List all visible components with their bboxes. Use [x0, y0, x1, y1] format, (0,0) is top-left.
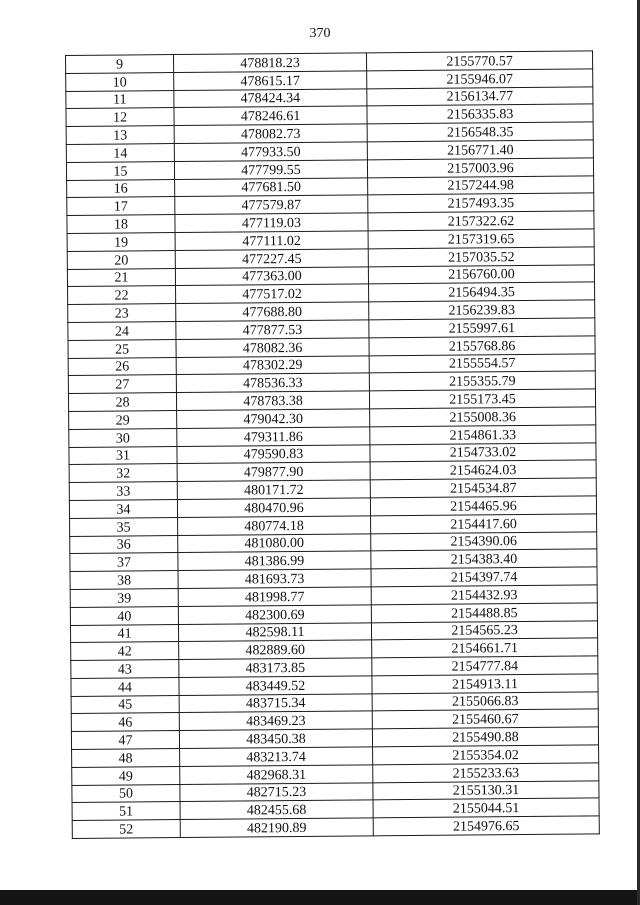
- y-coordinate-cell: 2154534.87: [370, 478, 596, 498]
- y-coordinate-cell: 2154383.40: [371, 549, 597, 569]
- y-coordinate-cell: 2154465.96: [370, 496, 596, 516]
- y-coordinate-cell: 2154661.71: [372, 638, 598, 658]
- y-coordinate-cell: 2154565.23: [371, 620, 597, 640]
- page-number: 370: [309, 26, 331, 41]
- y-coordinate-cell: 2155008.36: [370, 407, 596, 427]
- point-number-cell: 17: [67, 197, 175, 216]
- x-coordinate-cell: 478424.34: [174, 88, 367, 107]
- x-coordinate-cell: 478818.23: [174, 53, 367, 72]
- y-coordinate-cell: 2157003.96: [367, 158, 593, 178]
- x-coordinate-cell: 477579.87: [175, 195, 368, 214]
- x-coordinate-cell: 477119.03: [175, 213, 368, 232]
- point-number-cell: 28: [68, 393, 176, 412]
- point-number-cell: 45: [71, 695, 179, 714]
- table-row: [72, 816, 599, 838]
- y-coordinate-cell: 2154390.06: [371, 531, 597, 551]
- y-coordinate-cell: 2157244.98: [368, 175, 594, 195]
- x-coordinate-cell: 483715.34: [179, 694, 372, 713]
- x-coordinate-cell: 480470.96: [177, 498, 370, 517]
- coordinates-table-body: [66, 51, 600, 839]
- x-coordinate-cell: 482715.23: [180, 783, 373, 802]
- point-number-cell: 18: [67, 215, 175, 234]
- point-number-cell: 16: [67, 179, 175, 198]
- point-number-cell: 42: [71, 642, 179, 661]
- point-number-cell: 20: [67, 250, 175, 269]
- point-number-cell: 30: [69, 428, 177, 447]
- x-coordinate-cell: 483449.52: [179, 676, 372, 695]
- y-coordinate-cell: 2154417.60: [371, 514, 597, 534]
- y-coordinate-cell: 2154976.65: [373, 816, 599, 836]
- x-coordinate-cell: 477111.02: [175, 231, 368, 250]
- y-coordinate-cell: 2154777.84: [372, 656, 598, 676]
- point-number-cell: 47: [71, 731, 179, 750]
- y-coordinate-cell: 2155130.31: [373, 781, 599, 801]
- y-coordinate-cell: 2156239.83: [369, 300, 595, 320]
- x-coordinate-cell: 479590.83: [177, 444, 370, 463]
- x-coordinate-cell: 481693.73: [178, 569, 371, 588]
- x-coordinate-cell: 477933.50: [174, 142, 367, 161]
- x-coordinate-cell: 477681.50: [175, 177, 368, 196]
- x-coordinate-cell: 478536.33: [176, 373, 369, 392]
- x-coordinate-cell: 483450.38: [179, 729, 372, 748]
- point-number-cell: 10: [66, 72, 174, 91]
- y-coordinate-cell: 2157035.52: [368, 247, 594, 267]
- point-number-cell: 40: [70, 606, 178, 625]
- x-coordinate-cell: 478783.38: [176, 391, 369, 410]
- y-coordinate-cell: 2156760.00: [368, 264, 594, 284]
- y-coordinate-cell: 2155044.51: [373, 798, 599, 818]
- point-number-cell: 50: [72, 784, 180, 803]
- point-number-cell: 14: [66, 144, 174, 163]
- point-number-cell: 22: [68, 286, 176, 305]
- point-number-cell: 23: [68, 304, 176, 323]
- x-coordinate-cell: 482598.11: [178, 622, 371, 641]
- y-coordinate-cell: 2155460.67: [372, 709, 598, 729]
- x-coordinate-cell: 479042.30: [177, 409, 370, 428]
- x-coordinate-cell: 482968.31: [180, 765, 373, 784]
- x-coordinate-cell: 480774.18: [178, 516, 371, 535]
- point-number-cell: 49: [72, 766, 180, 785]
- x-coordinate-cell: 480171.72: [177, 480, 370, 499]
- point-number-cell: 27: [68, 375, 176, 394]
- y-coordinate-cell: 2155554.57: [369, 353, 595, 373]
- x-coordinate-cell: 481080.00: [178, 533, 371, 552]
- point-number-cell: 11: [66, 90, 174, 109]
- x-coordinate-cell: 483469.23: [179, 711, 372, 730]
- x-coordinate-cell: 477877.53: [176, 320, 369, 339]
- point-number-cell: 9: [66, 55, 174, 74]
- coordinates-table: [65, 50, 600, 839]
- point-number-cell: 26: [68, 357, 176, 376]
- y-coordinate-cell: 2156548.35: [367, 122, 593, 142]
- point-number-cell: 32: [69, 464, 177, 483]
- point-number-cell: 31: [69, 446, 177, 465]
- x-coordinate-cell: 482300.69: [178, 605, 371, 624]
- point-number-cell: 48: [72, 749, 180, 768]
- x-coordinate-cell: 482190.89: [180, 818, 373, 837]
- point-number-cell: 21: [67, 268, 175, 287]
- x-coordinate-cell: 483213.74: [180, 747, 373, 766]
- y-coordinate-cell: 2156771.40: [367, 140, 593, 160]
- y-coordinate-cell: 2155946.07: [367, 69, 593, 89]
- point-number-cell: 38: [70, 571, 178, 590]
- x-coordinate-cell: 483173.85: [179, 658, 372, 677]
- y-coordinate-cell: 2156494.35: [369, 282, 595, 302]
- x-coordinate-cell: 478082.36: [176, 338, 369, 357]
- x-coordinate-cell: 481998.77: [178, 587, 371, 606]
- y-coordinate-cell: 2154733.02: [370, 442, 596, 462]
- point-number-cell: 35: [70, 517, 178, 536]
- y-coordinate-cell: 2157493.35: [368, 193, 594, 213]
- y-coordinate-cell: 2154861.33: [370, 425, 596, 445]
- x-coordinate-cell: 477363.00: [175, 266, 368, 285]
- point-number-cell: 37: [70, 553, 178, 572]
- y-coordinate-cell: 2155173.45: [369, 389, 595, 409]
- y-coordinate-cell: 2155770.57: [366, 51, 592, 71]
- point-number-cell: 25: [68, 339, 176, 358]
- point-number-cell: 19: [67, 233, 175, 252]
- point-number-cell: 12: [66, 108, 174, 127]
- y-coordinate-cell: 2155233.63: [373, 763, 599, 783]
- y-coordinate-cell: 2157322.62: [368, 211, 594, 231]
- x-coordinate-cell: 479311.86: [177, 427, 370, 446]
- point-number-cell: 13: [66, 126, 174, 145]
- x-coordinate-cell: 477517.02: [176, 284, 369, 303]
- point-number-cell: 36: [70, 535, 178, 554]
- x-coordinate-cell: 477688.80: [176, 302, 369, 321]
- y-coordinate-cell: 2155768.86: [369, 336, 595, 356]
- x-coordinate-cell: 482889.60: [179, 640, 372, 659]
- point-number-cell: 41: [70, 624, 178, 643]
- x-coordinate-cell: 482455.68: [180, 800, 373, 819]
- y-coordinate-cell: 2157319.65: [368, 229, 594, 249]
- point-number-cell: 44: [71, 677, 179, 696]
- y-coordinate-cell: 2154397.74: [371, 567, 597, 587]
- point-number-cell: 33: [69, 482, 177, 501]
- x-coordinate-cell: 477227.45: [175, 249, 368, 268]
- y-coordinate-cell: 2154624.03: [370, 460, 596, 480]
- y-coordinate-cell: 2156335.83: [367, 104, 593, 124]
- point-number-cell: 43: [71, 660, 179, 679]
- y-coordinate-cell: 2156134.77: [367, 86, 593, 106]
- y-coordinate-cell: 2155355.79: [369, 371, 595, 391]
- y-coordinate-cell: 2154488.85: [371, 603, 597, 623]
- point-number-cell: 24: [68, 321, 176, 340]
- point-number-cell: 51: [72, 802, 180, 821]
- x-coordinate-cell: 481386.99: [178, 551, 371, 570]
- point-number-cell: 52: [72, 820, 180, 839]
- y-coordinate-cell: 2154432.93: [371, 585, 597, 605]
- point-number-cell: 34: [69, 499, 177, 518]
- y-coordinate-cell: 2155490.88: [372, 727, 598, 747]
- x-coordinate-cell: 478246.61: [174, 106, 367, 125]
- y-coordinate-cell: 2154913.11: [372, 674, 598, 694]
- y-coordinate-cell: 2155354.02: [373, 745, 599, 765]
- point-number-cell: 39: [70, 588, 178, 607]
- point-number-cell: 46: [71, 713, 179, 732]
- point-number-cell: 15: [66, 161, 174, 180]
- y-coordinate-cell: 2155066.83: [372, 692, 598, 712]
- x-coordinate-cell: 479877.90: [177, 462, 370, 481]
- x-coordinate-cell: 478082.73: [174, 124, 367, 143]
- x-coordinate-cell: 477799.55: [174, 160, 367, 179]
- bottom-scan-edge: [0, 890, 640, 905]
- x-coordinate-cell: 478302.29: [176, 355, 369, 374]
- y-coordinate-cell: 2155997.61: [369, 318, 595, 338]
- x-coordinate-cell: 478615.17: [174, 71, 367, 90]
- point-number-cell: 29: [69, 410, 177, 429]
